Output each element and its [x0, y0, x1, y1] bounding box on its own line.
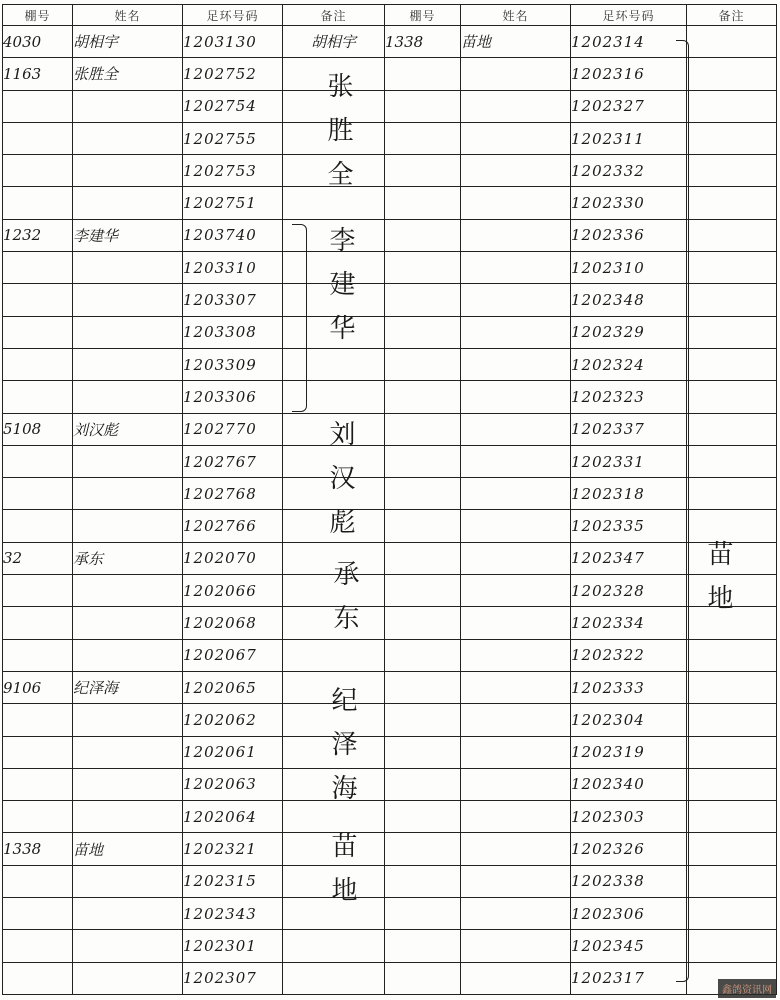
pen-cell-right: [385, 575, 461, 607]
name-cell-right: [461, 768, 571, 800]
pen-cell: [3, 930, 73, 962]
table-row: [3, 801, 777, 833]
ring-number-cell: 1202751: [183, 187, 283, 219]
pen-cell: [3, 284, 73, 316]
header-pen: 棚号: [3, 5, 73, 26]
name-cell: [73, 381, 183, 413]
ring-number-cell-right: 1202338: [571, 865, 687, 897]
pen-cell: [3, 736, 73, 768]
ring-number-cell: 1203130: [183, 26, 283, 58]
table-row: [3, 510, 777, 542]
remark-cell-right: [687, 445, 777, 477]
name-cell-right: 苗地: [461, 26, 571, 58]
name-cell-right: [461, 801, 571, 833]
name-cell: 承东: [73, 542, 183, 574]
remark-cell-right: [687, 90, 777, 122]
pen-cell: 1338: [3, 833, 73, 865]
ring-number-cell-right: 1202336: [571, 219, 687, 251]
name-cell: [73, 639, 183, 671]
name-cell: [73, 187, 183, 219]
table-row: [3, 348, 777, 380]
table-row: [3, 90, 777, 122]
pen-cell-right: [385, 930, 461, 962]
pen-cell: 5108: [3, 413, 73, 445]
name-cell-right: [461, 671, 571, 703]
header-name: 姓名: [73, 5, 183, 26]
ring-number-cell-right: 1202310: [571, 252, 687, 284]
table-row: [3, 316, 777, 348]
name-cell: [73, 704, 183, 736]
pen-cell: [3, 90, 73, 122]
pen-cell: [3, 381, 73, 413]
remark-cell-right: [687, 26, 777, 58]
ring-number-cell: 1203740: [183, 219, 283, 251]
remark-cell-right: [687, 348, 777, 380]
name-cell-right: [461, 413, 571, 445]
ring-number-cell-right: 1202311: [571, 122, 687, 154]
pen-cell: [3, 155, 73, 187]
name-cell-right: [461, 704, 571, 736]
name-cell: [73, 930, 183, 962]
name-cell: [73, 801, 183, 833]
pen-cell-right: [385, 704, 461, 736]
group-bracket-li: [292, 224, 307, 412]
ring-number-cell: 1202066: [183, 575, 283, 607]
pen-cell-right: [385, 478, 461, 510]
name-cell: [73, 607, 183, 639]
remark-cell-right: [687, 833, 777, 865]
name-cell: 刘汉彪: [73, 413, 183, 445]
pen-cell-right: [385, 155, 461, 187]
name-cell: [73, 478, 183, 510]
table-row: [3, 833, 777, 865]
ring-number-cell-right: 1202345: [571, 930, 687, 962]
remark-cell-right: [687, 219, 777, 251]
pen-cell-right: [385, 801, 461, 833]
site-watermark: 鑫鸽资讯网: [718, 979, 776, 998]
pen-cell: [3, 962, 73, 994]
ring-number-cell: 1202068: [183, 607, 283, 639]
name-cell: [73, 445, 183, 477]
ring-number-cell-right: 1202328: [571, 575, 687, 607]
ring-number-cell-right: 1202348: [571, 284, 687, 316]
pen-cell: [3, 898, 73, 930]
remark-cell-right: [687, 671, 777, 703]
remark-cell-right: [687, 898, 777, 930]
ring-number-cell: 1203307: [183, 284, 283, 316]
pen-cell: [3, 575, 73, 607]
name-cell: [73, 316, 183, 348]
ring-number-cell-right: 1202323: [571, 381, 687, 413]
table-row: [3, 478, 777, 510]
pen-cell: [3, 704, 73, 736]
ring-number-cell-right: 1202314: [571, 26, 687, 58]
header-ring: 足环号码: [183, 5, 283, 26]
header-ring-right: 足环号码: [571, 5, 687, 26]
header-remark: 备注: [283, 5, 385, 26]
table-row: [3, 58, 777, 90]
name-cell-right: [461, 542, 571, 574]
name-cell-right: [461, 155, 571, 187]
name-cell: [73, 155, 183, 187]
remark-cell-right: [687, 801, 777, 833]
remark-cell-right: [687, 58, 777, 90]
table-row: [3, 219, 777, 251]
pen-cell: 32: [3, 542, 73, 574]
pen-cell-right: [385, 898, 461, 930]
table-row: [3, 736, 777, 768]
pen-cell: 9106: [3, 671, 73, 703]
remark-cell-right: [687, 704, 777, 736]
signature-zhang: 张胜全: [323, 72, 353, 204]
name-cell: [73, 736, 183, 768]
name-cell: 李建华: [73, 219, 183, 251]
remark-cell-right: [687, 478, 777, 510]
pen-cell-right: [385, 736, 461, 768]
remark-cell-right: [687, 736, 777, 768]
pen-cell-right: [385, 445, 461, 477]
name-cell-right: [461, 607, 571, 639]
table-row: [3, 575, 777, 607]
name-cell-right: [461, 865, 571, 897]
ring-number-cell: 1202770: [183, 413, 283, 445]
ring-number-cell-right: 1202316: [571, 58, 687, 90]
name-cell-right: [461, 90, 571, 122]
ring-number-cell: 1202063: [183, 768, 283, 800]
ring-number-cell-right: 1202322: [571, 639, 687, 671]
pen-cell: [3, 607, 73, 639]
name-cell: [73, 898, 183, 930]
name-cell: 胡相宇: [73, 26, 183, 58]
remark-cell-right: [687, 639, 777, 671]
pen-cell: [3, 187, 73, 219]
ring-number-cell-right: 1202337: [571, 413, 687, 445]
remark-cell-right: [687, 768, 777, 800]
name-cell-right: [461, 445, 571, 477]
ring-number-cell: 1202752: [183, 58, 283, 90]
pen-cell: 1163: [3, 58, 73, 90]
name-cell: [73, 90, 183, 122]
ring-number-cell-right: 1202303: [571, 801, 687, 833]
name-cell: [73, 575, 183, 607]
ring-number-cell: 1203308: [183, 316, 283, 348]
name-cell-right: [461, 510, 571, 542]
pen-cell: 1232: [3, 219, 73, 251]
ring-number-cell-right: 1202335: [571, 510, 687, 542]
remark-cell: [283, 930, 385, 962]
ring-number-cell: 1203309: [183, 348, 283, 380]
pen-cell-right: [385, 58, 461, 90]
name-cell-right: [461, 381, 571, 413]
name-cell: [73, 284, 183, 316]
table-row: [3, 381, 777, 413]
ring-number-cell-right: 1202317: [571, 962, 687, 994]
ring-number-cell-right: 1202319: [571, 736, 687, 768]
ring-number-cell: 1202067: [183, 639, 283, 671]
group-bracket-right: [676, 40, 689, 982]
remark-cell-right: [687, 252, 777, 284]
header-remark-right: 备注: [687, 5, 777, 26]
ring-number-cell-right: 1202330: [571, 187, 687, 219]
pen-cell-right: [385, 671, 461, 703]
name-cell: [73, 768, 183, 800]
ring-number-cell-right: 1202326: [571, 833, 687, 865]
pen-cell-right: [385, 962, 461, 994]
ring-number-cell: 1202061: [183, 736, 283, 768]
name-cell: 苗地: [73, 833, 183, 865]
name-cell-right: [461, 284, 571, 316]
table-row: [3, 865, 777, 897]
ring-number-cell-right: 1202318: [571, 478, 687, 510]
ring-number-cell: 1202753: [183, 155, 283, 187]
ring-number-cell-right: 1202324: [571, 348, 687, 380]
signature-liu: 刘汉彪: [325, 420, 355, 552]
ring-number-cell-right: 1202340: [571, 768, 687, 800]
table-row: [3, 26, 777, 58]
name-cell-right: [461, 736, 571, 768]
ledger-body: [3, 26, 777, 995]
pen-cell-right: [385, 639, 461, 671]
name-cell-right: [461, 930, 571, 962]
name-cell: [73, 962, 183, 994]
pen-cell-right: [385, 413, 461, 445]
pen-cell-right: 1338: [385, 26, 461, 58]
ring-number-cell: 1202755: [183, 122, 283, 154]
remark-cell-right: [687, 155, 777, 187]
name-cell-right: [461, 639, 571, 671]
ring-number-cell-right: 1202332: [571, 155, 687, 187]
ring-number-cell: 1202070: [183, 542, 283, 574]
ring-number-cell: 1202768: [183, 478, 283, 510]
remark-cell-right: [687, 284, 777, 316]
header-pen-right: 棚号: [385, 5, 461, 26]
ring-number-cell-right: 1202327: [571, 90, 687, 122]
name-cell-right: [461, 833, 571, 865]
table-row: [3, 252, 777, 284]
ring-number-cell: 1202065: [183, 671, 283, 703]
pen-cell: [3, 252, 73, 284]
ring-number-cell: 1202766: [183, 510, 283, 542]
pen-cell-right: [385, 833, 461, 865]
table-row: [3, 704, 777, 736]
name-cell-right: [461, 962, 571, 994]
pen-cell-right: [385, 542, 461, 574]
table-row: [3, 768, 777, 800]
pen-cell: [3, 348, 73, 380]
name-cell: [73, 348, 183, 380]
pen-cell: [3, 639, 73, 671]
name-cell-right: [461, 219, 571, 251]
name-cell: [73, 865, 183, 897]
pen-cell-right: [385, 187, 461, 219]
name-cell-right: [461, 316, 571, 348]
pen-cell-right: [385, 607, 461, 639]
name-cell-right: [461, 252, 571, 284]
table-row: [3, 187, 777, 219]
table-row: [3, 284, 777, 316]
ring-number-cell-right: 1202306: [571, 898, 687, 930]
header-row: [3, 5, 777, 26]
remark-cell-right: [687, 865, 777, 897]
pen-cell-right: [385, 865, 461, 897]
remark-cell: [283, 962, 385, 994]
ring-number-cell: 1202754: [183, 90, 283, 122]
name-cell: [73, 122, 183, 154]
ring-number-cell-right: 1202329: [571, 316, 687, 348]
remark-cell-right: [687, 930, 777, 962]
ring-number-cell: 1202064: [183, 801, 283, 833]
ring-ledger-table: [2, 4, 777, 995]
signature-li: 李建华: [325, 226, 355, 358]
pen-cell-right: [385, 768, 461, 800]
ring-number-cell: 1203310: [183, 252, 283, 284]
pen-cell: 4030: [3, 26, 73, 58]
table-row: [3, 898, 777, 930]
remark-cell: 胡相宇: [283, 26, 385, 58]
pen-cell: [3, 122, 73, 154]
table-row: [3, 930, 777, 962]
remark-cell-right: [687, 413, 777, 445]
remark-cell-right: [687, 122, 777, 154]
pen-cell-right: [385, 284, 461, 316]
table-row: [3, 671, 777, 703]
pen-cell: [3, 445, 73, 477]
signature-cheng: 承东: [329, 560, 359, 648]
remark-cell-right: [687, 381, 777, 413]
pen-cell: [3, 478, 73, 510]
header-name-right: 姓名: [461, 5, 571, 26]
ring-number-cell-right: 1202347: [571, 542, 687, 574]
ring-number-cell-right: 1202304: [571, 704, 687, 736]
signature-right: 苗地: [703, 540, 733, 628]
name-cell-right: [461, 575, 571, 607]
ring-number-cell: 1202307: [183, 962, 283, 994]
name-cell-right: [461, 898, 571, 930]
name-cell: [73, 252, 183, 284]
remark-cell-right: [687, 316, 777, 348]
pen-cell-right: [385, 316, 461, 348]
pen-cell: [3, 316, 73, 348]
pen-cell-right: [385, 122, 461, 154]
signature-ji: 纪泽海: [327, 686, 357, 818]
name-cell: [73, 510, 183, 542]
name-cell: 张胜全: [73, 58, 183, 90]
remark-cell-right: [687, 187, 777, 219]
pen-cell: [3, 510, 73, 542]
pen-cell-right: [385, 348, 461, 380]
table-row: [3, 542, 777, 574]
ring-number-cell-right: 1202334: [571, 607, 687, 639]
name-cell-right: [461, 348, 571, 380]
ring-number-cell-right: 1202331: [571, 445, 687, 477]
name-cell-right: [461, 58, 571, 90]
table-row: [3, 122, 777, 154]
pen-cell-right: [385, 219, 461, 251]
name-cell-right: [461, 478, 571, 510]
pen-cell-right: [385, 252, 461, 284]
pen-cell: [3, 801, 73, 833]
pen-cell: [3, 768, 73, 800]
pen-cell-right: [385, 510, 461, 542]
table-row: [3, 413, 777, 445]
ring-number-cell: 1202767: [183, 445, 283, 477]
ring-number-cell: 1202315: [183, 865, 283, 897]
ring-number-cell: 1202343: [183, 898, 283, 930]
ring-number-cell: 1202321: [183, 833, 283, 865]
ring-number-cell: 1202062: [183, 704, 283, 736]
remark-cell-right: [687, 510, 777, 542]
name-cell-right: [461, 187, 571, 219]
table-row: [3, 445, 777, 477]
pen-cell: [3, 865, 73, 897]
table-row: [3, 155, 777, 187]
ring-number-cell-right: 1202333: [571, 671, 687, 703]
name-cell-right: [461, 122, 571, 154]
name-cell: 纪泽海: [73, 671, 183, 703]
table-row: [3, 607, 777, 639]
signature-miao: 苗地: [327, 832, 357, 920]
pen-cell-right: [385, 381, 461, 413]
ring-number-cell: 1203306: [183, 381, 283, 413]
ring-number-cell: 1202301: [183, 930, 283, 962]
table-row: [3, 639, 777, 671]
table-row: [3, 962, 777, 994]
pen-cell-right: [385, 90, 461, 122]
